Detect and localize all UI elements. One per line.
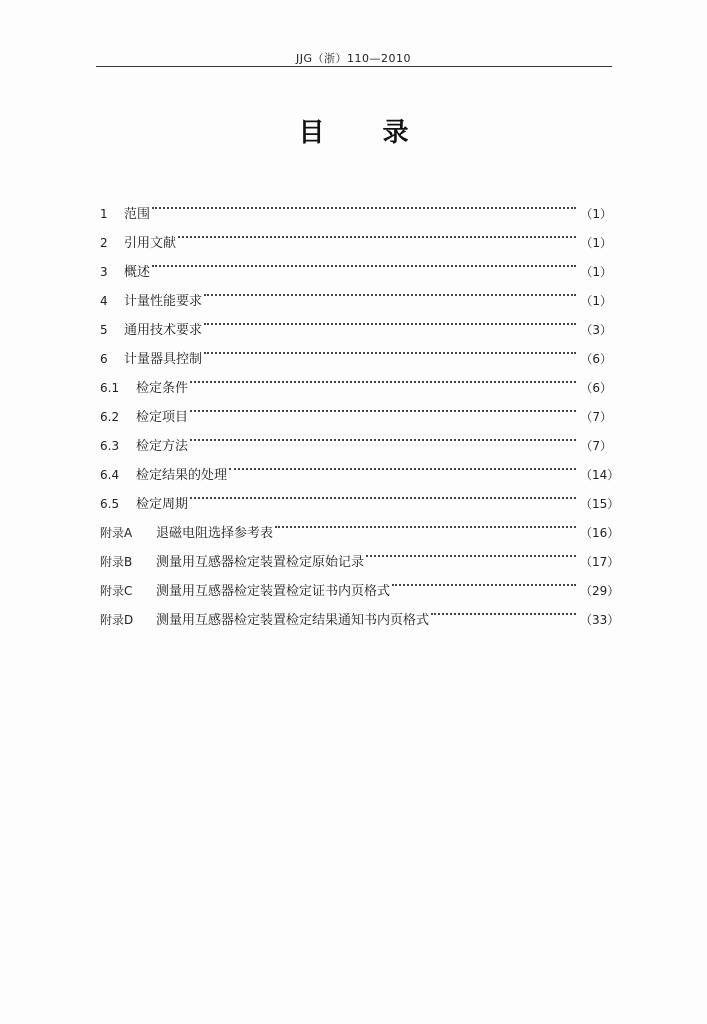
toc-entry-page: （14） — [580, 468, 620, 482]
toc-entry-number: 5 — [100, 323, 108, 337]
toc-entry-page: （1） — [580, 265, 612, 279]
toc-entry-label: 计量性能要求 — [124, 294, 203, 309]
toc-dot-leader — [152, 247, 576, 276]
toc-entry-number: 附录D — [100, 613, 134, 627]
toc-entry-number: 1 — [100, 207, 108, 221]
toc-entry-label: 检定周期 — [136, 497, 189, 512]
header-divider — [96, 66, 612, 67]
toc-entry-label: 退磁电阻选择参考表 — [156, 526, 274, 541]
toc-entry-label: 检定方法 — [136, 439, 189, 454]
toc-entry-label: 引用文献 — [124, 236, 177, 251]
toc-dot-leader — [204, 305, 576, 334]
toc-entry-page: （17） — [580, 555, 620, 569]
toc-entry-page: （1） — [580, 236, 612, 250]
toc-entry-label: 计量器具控制 — [124, 352, 203, 367]
toc-entry-number: 2 — [100, 236, 108, 250]
toc-entry-label: 检定结果的处理 — [136, 468, 228, 483]
toc-entry-number: 附录B — [100, 555, 133, 569]
toc-entry-number: 4 — [100, 294, 108, 308]
toc-entry[interactable] — [100, 247, 612, 280]
toc-entry-label: 概述 — [124, 265, 151, 280]
toc-entry-label: 测量用互感器检定装置检定证书内页格式 — [156, 584, 391, 599]
toc-dot-leader — [431, 595, 576, 624]
toc-entry[interactable] — [100, 189, 612, 222]
toc-entry-number: 6 — [100, 352, 108, 366]
toc-dot-leader — [190, 392, 576, 421]
toc-dot-leader — [152, 189, 576, 218]
toc-entry[interactable] — [100, 276, 612, 309]
toc-entry-number: 6.4 — [100, 468, 120, 482]
toc-entry-page: （7） — [580, 439, 612, 453]
toc-entry-page: （33） — [580, 613, 620, 627]
toc-entry-page: （3） — [580, 323, 612, 337]
toc-title: 目录 — [298, 118, 467, 148]
toc-entry-number: 6.1 — [100, 381, 120, 395]
toc-dot-leader — [392, 566, 576, 595]
standard-code-header: JJG（浙）110—2010 — [295, 52, 411, 65]
toc-entry-page: （1） — [580, 207, 612, 221]
toc-entry-label: 测量用互感器检定装置检定原始记录 — [156, 555, 365, 570]
toc-entry-page: （15） — [580, 497, 620, 511]
toc-dot-leader — [204, 334, 576, 363]
toc-entry-label: 检定项目 — [136, 410, 189, 425]
toc-dot-leader — [275, 508, 576, 537]
toc-entry-number: 附录C — [100, 584, 133, 598]
toc-dot-leader — [204, 276, 576, 305]
toc-dot-leader — [178, 218, 576, 247]
toc-entry-number: 3 — [100, 265, 108, 279]
table-of-contents — [100, 189, 620, 628]
toc-entry-label: 测量用互感器检定装置检定结果通知书内页格式 — [156, 613, 430, 628]
toc-dot-leader — [229, 450, 576, 479]
toc-entry-page: （6） — [580, 352, 612, 366]
toc-entry[interactable] — [100, 218, 612, 251]
toc-entry-number: 附录A — [100, 526, 133, 540]
toc-entry-number: 6.3 — [100, 439, 120, 453]
toc-entry-page: （16） — [580, 526, 620, 540]
toc-entry-page: （1） — [580, 294, 612, 308]
toc-dot-leader — [366, 537, 576, 566]
toc-dot-leader — [190, 363, 576, 392]
toc-entry-number: 6.5 — [100, 497, 120, 511]
toc-entry-label: 范围 — [124, 207, 151, 222]
toc-dot-leader — [190, 479, 576, 508]
toc-entry-page: （6） — [580, 381, 612, 395]
toc-entry-page: （7） — [580, 410, 612, 424]
toc-entry-number: 6.2 — [100, 410, 120, 424]
toc-entry-page: （29） — [580, 584, 620, 598]
toc-entry-label: 通用技术要求 — [124, 323, 203, 338]
toc-dot-leader — [190, 421, 576, 450]
toc-entry-label: 检定条件 — [136, 381, 189, 396]
